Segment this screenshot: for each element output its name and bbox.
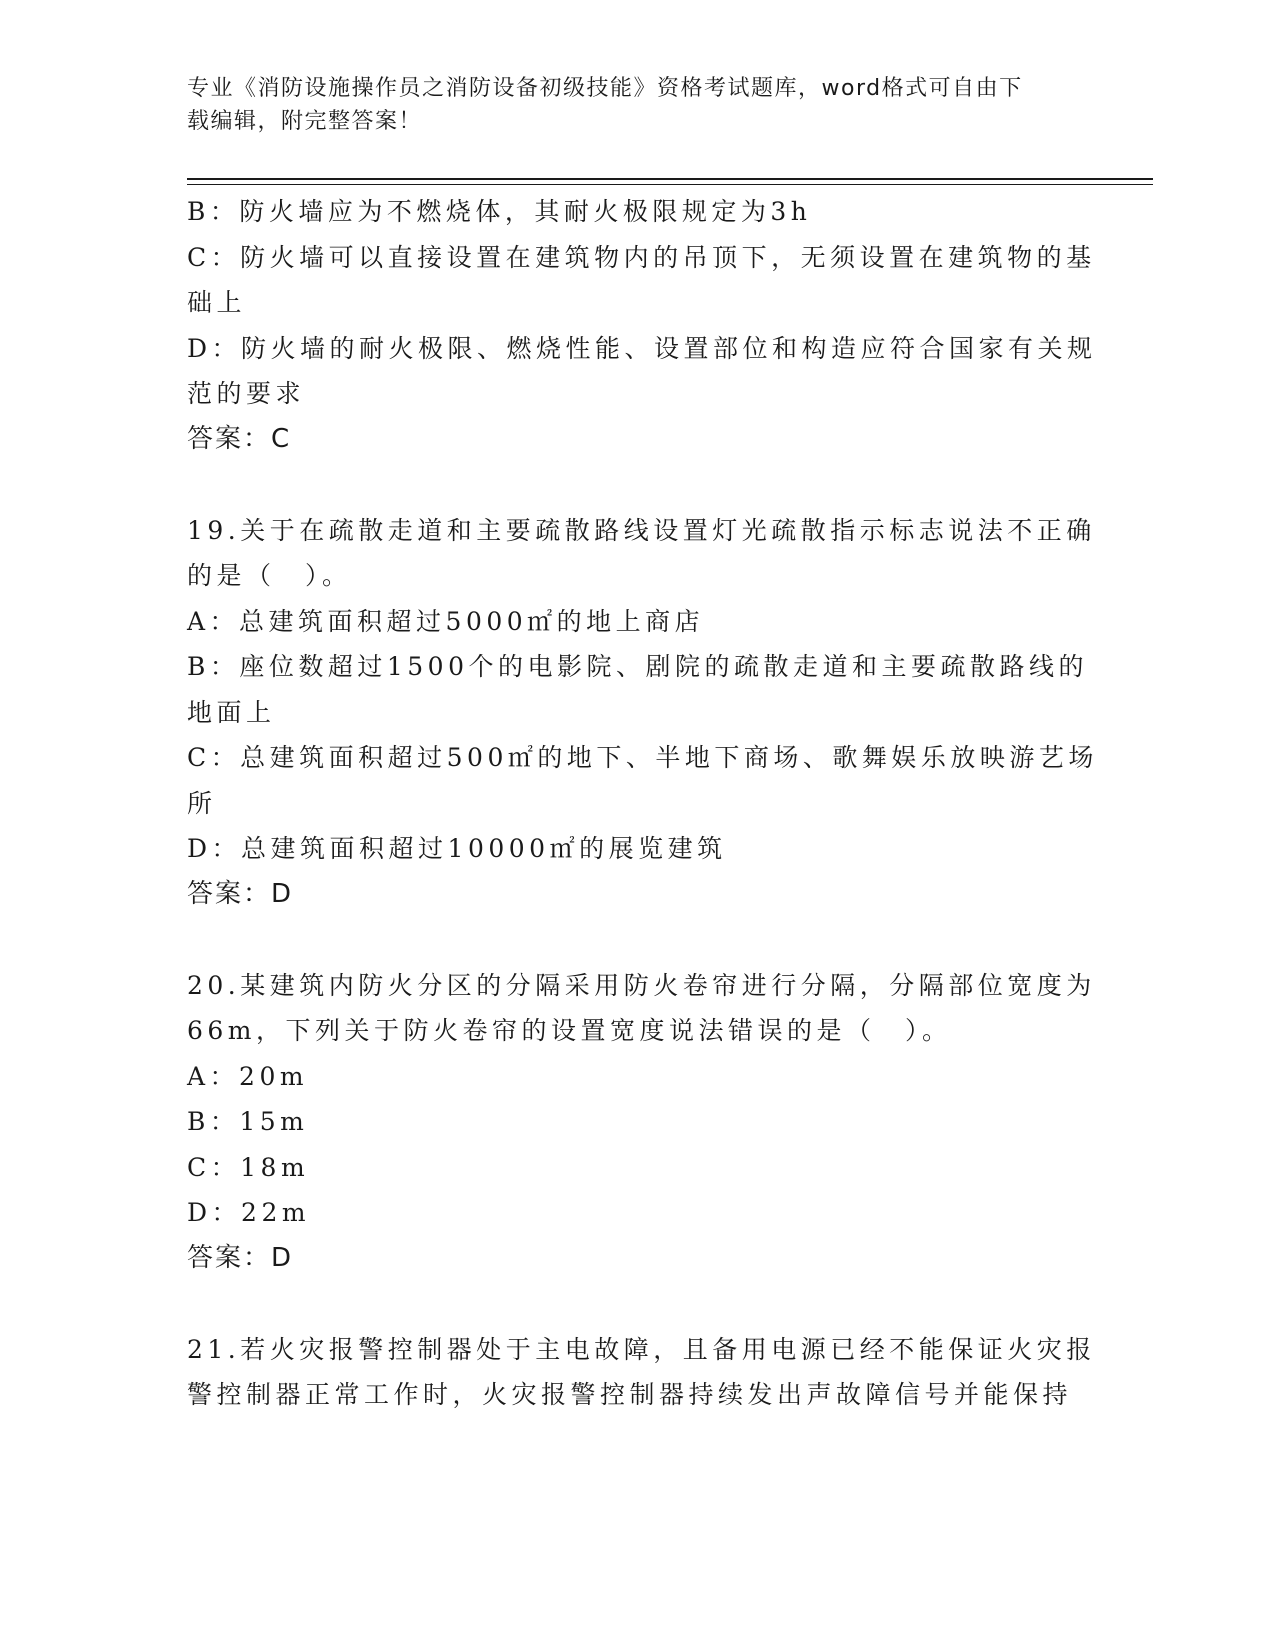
q20-stem-line-2: 66m，下列关于防火卷帘的设置宽度说法错误的是（ ）。 — [187, 1016, 952, 1045]
spacer — [187, 917, 1087, 963]
spacer — [187, 1281, 1087, 1327]
q18-option-d-line-2: 范的要求 — [187, 379, 306, 408]
q20-option-d: D：22m — [187, 1198, 311, 1227]
q18-option-d-line-1: D：防火墙的耐火极限、燃烧性能、设置部位和构造应符合国家有关规 — [187, 333, 1097, 363]
q19-option-b-line-2: 地面上 — [187, 697, 276, 727]
question-18 — [187, 189, 1097, 462]
q18-option-b: B：防火墙应为不燃烧体，其耐火极限规定为3h — [187, 197, 812, 226]
q18-option-c-line-2: 础上 — [187, 288, 247, 317]
q19-answer: 答案：D — [187, 878, 294, 909]
q19-option-c-line-1: C：总建筑面积超过500㎡的地下、半地下商场、歌舞娱乐放映游艺场 — [187, 743, 1098, 772]
q19-option-b-line-1: B：座位数超过1500个的电影院、剧院的疏散走道和主要疏散路线的 — [187, 652, 1088, 681]
q20-option-a: A：20m — [187, 1061, 309, 1091]
header-line-1: 专业《消防设施操作员之消防设备初级技能》资格考试题库，word格式可自由下 — [187, 76, 1023, 101]
question-21 — [187, 1327, 1096, 1418]
q18-option-c-line-1: C：防火墙可以直接设置在建筑物内的吊顶下，无须设置在建筑物的基 — [187, 242, 1096, 272]
q21-stem-line-2: 警控制器正常工作时，火灾报警控制器持续发出声故障信号并能保持 — [187, 1380, 1073, 1409]
q19-option-c-line-2: 所 — [187, 788, 217, 818]
spacer — [187, 462, 1087, 508]
q19-stem-line-2: 的是（ ）。 — [187, 561, 352, 590]
header-divider-thick — [187, 178, 1153, 180]
q21-stem-line-1: 21.若火灾报警控制器处于主电故障，且备用电源已经不能保证火灾报 — [187, 1334, 1096, 1364]
question-20 — [187, 963, 1096, 1282]
document-header — [187, 72, 1087, 138]
q19-stem-line-1: 19.关于在疏散走道和主要疏散路线设置灯光疏散指示标志说法不正确 — [187, 515, 1096, 545]
header-divider-thin — [187, 184, 1153, 185]
q18-answer: 答案：C — [187, 423, 292, 454]
q19-option-d: D：总建筑面积超过10000㎡的展览建筑 — [187, 834, 727, 863]
question-list — [187, 189, 1098, 1418]
header-line-2: 载编辑，附完整答案！ — [187, 109, 423, 134]
q20-option-c: C：18m — [187, 1152, 310, 1182]
question-19 — [187, 508, 1098, 918]
q20-answer: 答案：D — [187, 1242, 294, 1273]
q19-option-a: A：总建筑面积超过5000㎡的地上商店 — [187, 606, 705, 636]
q20-option-b: B：15m — [187, 1107, 309, 1136]
q20-stem-line-1: 20.某建筑内防火分区的分隔采用防火卷帘进行分隔，分隔部位宽度为 — [187, 970, 1096, 1000]
